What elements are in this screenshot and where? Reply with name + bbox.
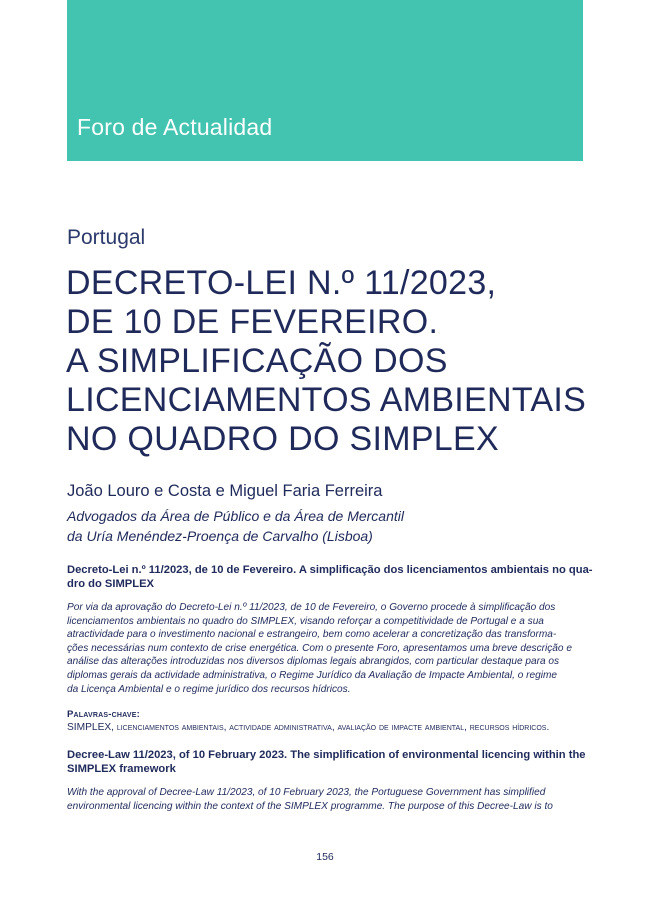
affiliation-line: Advogados da Área de Público e da Área de Mercantil (67, 508, 404, 524)
abstract-pt-line: licenciamentos ambientais no quadro do SIMPLEX, visando reforçar a competitividade de Portugal e a sua (67, 615, 544, 627)
abstract-pt-line: da Licença Ambiental e o regime jurídico dos recursos hídricos. (67, 683, 351, 695)
abstract-en-body (67, 786, 583, 813)
section-banner (67, 0, 583, 161)
title-line: DECRETO-LEI N.º 11/2023, (66, 264, 497, 302)
page-number: 156 (316, 851, 334, 863)
section-title: Foro de Actualidad (77, 114, 273, 140)
abstract-pt-line: diplomas gerais da actividade administrativa, o Regime Jurídico da Avaliação de Impacte Ambiental, o regime (67, 669, 557, 681)
article-title (66, 264, 586, 459)
authors: João Louro e Costa e Miguel Faria Ferreira (67, 482, 383, 500)
abstract-pt-title (67, 563, 593, 591)
country-label: Portugal (67, 226, 146, 249)
abstract-pt-body (67, 601, 583, 696)
abstract-pt-title-line: dro do SIMPLEX (67, 578, 155, 590)
abstract-en-title-line: SIMPLEX framework (67, 763, 176, 775)
abstract-pt-line: atractividade para o investimento nacional e estrangeiro, bem como acelerar a concretização das transforma- (67, 629, 557, 641)
abstract-pt-title-line: Decreto-Lei n.º 11/2023, de 10 de Fevereiro. A simplificação dos licenciamentos ambientais no qua- (67, 564, 593, 576)
keywords-label: Palavras-chave: (67, 709, 140, 720)
title-line: LICENCIAMENTOS AMBIENTAIS (66, 381, 587, 419)
title-line: NO QUADRO DO SIMPLEX (66, 420, 499, 458)
affiliation-line: da Uría Menéndez-Proença de Carvalho (Lisboa) (67, 528, 373, 544)
abstract-en-title-line: Decree-Law 11/2023, of 10 February 2023. The simplification of environmental licencing within the (67, 749, 586, 761)
abstract-en-line: environmental licencing within the context of the SIMPLEX programme. The purpose of this Decree-Law is to (67, 800, 553, 812)
keywords-text: SIMPLEX, licenciamentos ambientais, actividade administrativa, avaliação de impacte ambiental, recursos hídricos. (67, 722, 550, 733)
abstract-en-title (67, 748, 586, 776)
abstract-en-line: With the approval of Decree-Law 11/2023, of 10 February 2023, the Portuguese Government has simplified (67, 787, 546, 798)
affiliation (67, 506, 404, 546)
abstract-pt-line: Por via da aprovação do Decreto-Lei n.º 11/2023, de 10 de Fevereiro, o Governo procede à simplificação dos (67, 602, 556, 613)
abstract-pt-line: ções necessárias num contexto de crise energética. Com o presente Foro, apresentamos uma breve descrição e (67, 642, 572, 654)
title-line: A SIMPLIFICAÇÃO DOS (66, 342, 448, 380)
abstract-pt-line: análise das alterações introduzidas nos diversos diplomas legais abrangidos, com particular destaque para os (67, 656, 560, 668)
title-line: DE 10 DE FEVEREIRO. (66, 303, 439, 341)
